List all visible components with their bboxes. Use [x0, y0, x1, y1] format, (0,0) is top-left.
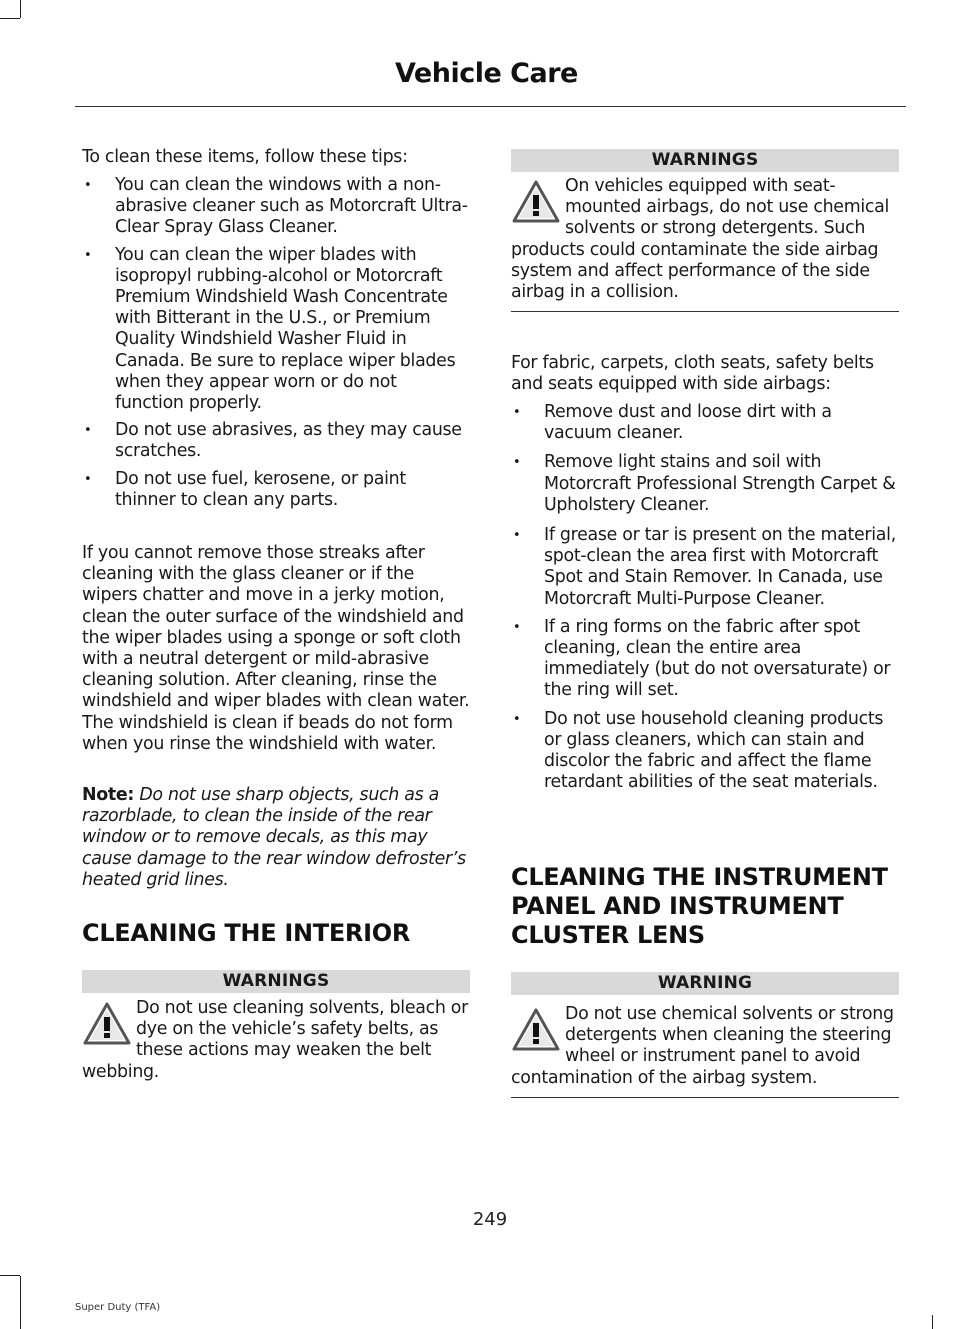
- intro-text: To clean these items, follow these tips:: [82, 147, 408, 167]
- footer-model: Super Duty (TFA): [75, 1302, 161, 1313]
- section-title-cleaning-instrument-panel: CLEANING THE INSTRUMENT PANEL AND INSTRUMENT CLUSTER LENS: [511, 863, 888, 949]
- crop-mark: [0, 1275, 20, 1276]
- page-header-title: Vehicle Care: [395, 58, 578, 89]
- list-item: • Remove light stains and soil with Motorcraft Professional Strength Carpet & Upholstery Cleaner.: [513, 452, 896, 515]
- warning-rule: [511, 1097, 899, 1098]
- fabric-intro-text: For fabric, carpets, cloth seats, safety belts and seats equipped with side airbags:: [511, 353, 874, 395]
- list-item: • Remove dust and loose dirt with a vacuum cleaner.: [513, 402, 832, 444]
- warning-box: [511, 149, 899, 312]
- warning-title: WARNINGS: [82, 970, 470, 993]
- page-number: 249: [472, 1209, 508, 1230]
- list-item: • If grease or tar is present on the material, spot-clean the area first with Motorcraft Spot and Stain Remover. In Canada, use Motorcraft Multi-Purpose Cleaner.: [513, 525, 896, 609]
- header-rule: [75, 106, 906, 107]
- list-item: • Do not use fuel, kerosene, or paint thinner to clean any parts.: [84, 468, 406, 510]
- streaks-paragraph: If you cannot remove those streaks after cleaning with the glass cleaner or if the wipers chatter and move in a jerky motion, clean the outer surface of the windshield and the wiper blades using a sponge or soft cloth with a neutral detergent or mild-abrasive cleaning solution. After cleaning, rinse the windshield and wiper blades with clean water. The windshield is clean if beads do not form when you rinse the windshield with water.: [82, 543, 470, 754]
- warning-text: Do not use chemical solvents or strong detergents when cleaning the steering wheel or instrument panel to avoid contamination of the airbag system.: [511, 1004, 894, 1088]
- list-item: • You can clean the wiper blades with isopropyl rubbing-alcohol or Motorcraft Premium Windshield Wash Concentrate with Bitterant in the U.S., or Premium Quality Windshield Washer Fluid in Canada. Be sure to replace wiper blades when they appear worn or do not function properly.: [84, 244, 456, 414]
- list-item: • Do not use abrasives, as they may cause scratches.: [84, 420, 462, 462]
- list-item: • You can clean the windows with a non-abrasive cleaner such as Motorcraft Ultra-Clear Spray Glass Cleaner.: [84, 175, 468, 238]
- warning-title: WARNING: [511, 972, 899, 995]
- warning-triangle-icon: [511, 179, 561, 225]
- crop-mark: [20, 0, 21, 18]
- warning-triangle-icon: [82, 1001, 132, 1047]
- warning-box: [511, 972, 899, 1098]
- warning-title: WARNINGS: [511, 149, 899, 172]
- note-text: Do not use sharp objects, such as a razorblade, to clean the inside of the rear window or to remove decals, as this may cause damage to the rear window defroster’s heated grid lines.: [82, 785, 466, 890]
- warning-rule: [511, 311, 899, 312]
- warning-text: On vehicles equipped with seat-mounted airbags, do not use chemical solvents or strong detergents. Such products could contaminate the side airbag system and affect performance of the side airbag in a collision.: [511, 176, 890, 303]
- note-paragraph: [82, 785, 470, 891]
- warning-triangle-icon: [511, 1007, 561, 1053]
- crop-mark: [932, 1315, 933, 1329]
- list-item: • If a ring forms on the fabric after spot cleaning, clean the entire area immediately (but do not oversaturate) or the ring will set.: [513, 616, 891, 701]
- crop-mark: [0, 18, 20, 19]
- warning-text: Do not use cleaning solvents, bleach or dye on the vehicle’s safety belts, as these actions may weaken the belt webbing.: [82, 998, 468, 1082]
- tips-list: [82, 175, 470, 511]
- crop-mark: [20, 1276, 21, 1329]
- warning-box: [82, 970, 470, 1083]
- list-item: • Do not use household cleaning products or glass cleaners, which can stain and discolor the fabric and affect the flame retardant abilities of the seat materials.: [513, 708, 884, 793]
- section-title-cleaning-interior: CLEANING THE INTERIOR: [82, 919, 411, 947]
- fabric-tips-list: [511, 402, 901, 793]
- note-label: Note:: [82, 785, 135, 805]
